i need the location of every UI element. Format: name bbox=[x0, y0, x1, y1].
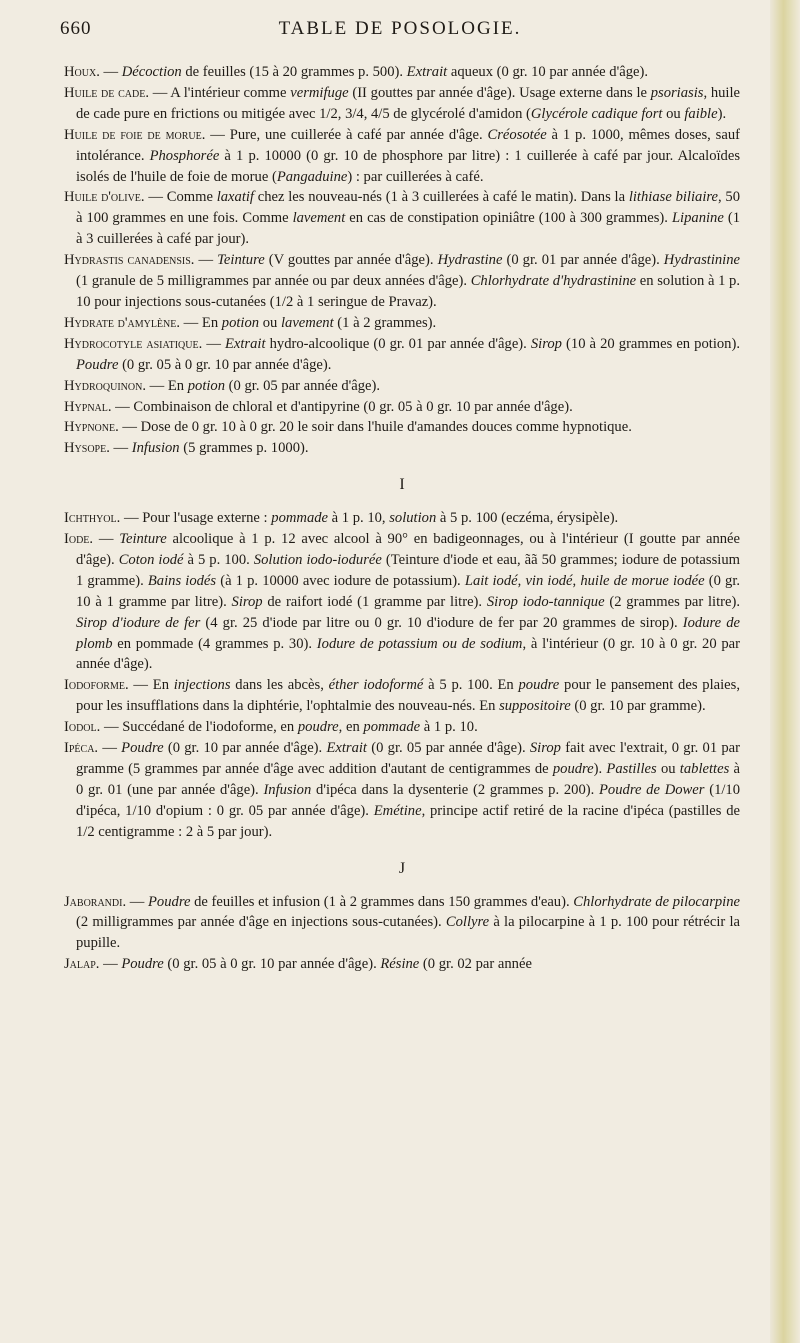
dictionary-entry bbox=[64, 738, 740, 843]
entry-italic-text: Extrait bbox=[224, 335, 266, 352]
entries-h bbox=[64, 62, 740, 459]
entry-italic-text: lavement bbox=[292, 210, 346, 227]
entry-italic-text: Sirop iodo-tannique bbox=[486, 593, 605, 610]
section-heading-j: J bbox=[398, 859, 406, 877]
entry-text: , huile de cade pure en frictions ou mitigée avec 1/2, 3/4, 4/5 de glycérolé d'amidon ( bbox=[76, 84, 740, 122]
entry-italic-text: psoriasis bbox=[650, 84, 704, 101]
entry-term: Ichthyol. bbox=[64, 510, 121, 527]
entry-term: Iodol. bbox=[64, 719, 101, 736]
entry-text: (1 à 2 grammes). bbox=[333, 314, 437, 331]
page-number: 660 bbox=[60, 18, 92, 39]
entry-italic-text: Coton iodé bbox=[118, 551, 184, 568]
entry-text: (0 gr. 02 par année bbox=[419, 956, 532, 973]
entry-italic-text: Pastilles bbox=[606, 761, 657, 777]
entry-text: (II gouttes par année d'âge). Usage externe dans le bbox=[348, 84, 651, 101]
entry-italic-text: Poudre bbox=[121, 956, 164, 973]
entry-italic-text: lavement bbox=[280, 314, 334, 331]
running-title: TABLE DE POSOLOGIE. bbox=[278, 18, 522, 39]
entry-text: dans les abcès, bbox=[230, 677, 329, 694]
entry-text: — bbox=[99, 956, 122, 973]
entry-text: (1 granule de 5 milligrammes par année ou par deux années d'âge). bbox=[76, 273, 471, 290]
entry-text: (0 gr. 05 par année d'âge). bbox=[225, 377, 381, 394]
entry-italic-text: Teinture bbox=[119, 531, 167, 548]
page-body bbox=[64, 62, 740, 975]
entry-italic-text: faible bbox=[684, 105, 718, 122]
entry-italic-text: Créosotée bbox=[487, 126, 547, 143]
entry-text: ou bbox=[656, 761, 680, 777]
entry-italic-text: éther iodoformé bbox=[328, 677, 424, 694]
entry-italic-text: Poudre bbox=[148, 893, 191, 910]
entry-text: à 1 p. 1000, mêmes doses, sauf intolérance. bbox=[76, 126, 740, 164]
entry-italic-text: Chlorhydrate d'hydrastinine bbox=[470, 273, 637, 290]
section-heading-i: I bbox=[399, 476, 405, 494]
dictionary-entry bbox=[64, 397, 740, 418]
dictionary-entry bbox=[64, 250, 740, 313]
entry-text: , à l'intérieur (0 gr. 10 à 0 gr. 20 par année d'âge). bbox=[76, 635, 741, 673]
entry-italic-text: Pangaduine bbox=[276, 168, 348, 185]
entry-text: — Pour l'usage externe : bbox=[120, 510, 272, 527]
entry-term: Ipéca. bbox=[64, 740, 99, 757]
entry-italic-text: Infusion bbox=[131, 440, 180, 457]
entries-i bbox=[64, 508, 740, 843]
entry-italic-text: lithiase biliaire bbox=[628, 189, 718, 206]
dictionary-entry bbox=[64, 438, 740, 459]
entry-text: (Teinture d'iode et eau, ãã 50 grammes; iodure de potassium 1 gramme). bbox=[76, 551, 740, 589]
entry-text: — En bbox=[180, 314, 222, 331]
entry-text: — A l'intérieur comme bbox=[148, 84, 291, 101]
entry-italic-text: Résine bbox=[380, 956, 420, 973]
entry-text: d'ipéca dans la dysenterie (2 grammes p. 200). bbox=[311, 781, 600, 798]
entry-italic-text: huile de morue iodée bbox=[580, 572, 705, 589]
entry-text: hydro-alcoolique (0 gr. 01 par année d'âge). bbox=[265, 335, 531, 352]
dictionary-entry bbox=[64, 313, 740, 334]
entry-term: Hydrastis canadensis. bbox=[64, 252, 195, 269]
entry-text: — En bbox=[145, 377, 188, 394]
entry-text: — bbox=[109, 440, 132, 457]
entry-italic-text: Teinture bbox=[217, 252, 265, 269]
entry-text: (5 grammes p. 1000). bbox=[179, 440, 309, 457]
entry-italic-text: Sirop bbox=[529, 740, 561, 757]
entry-text: (V gouttes par année d'âge). bbox=[264, 252, 438, 269]
entry-text: à 1 p. 10000 (0 gr. 10 de phosphore par litre) : 1 cuillerée à café par jour. Alcaloïdes isolés de l'huile de foie de morue ( bbox=[76, 147, 740, 185]
entry-term: Hydrocotyle asiatique. bbox=[64, 335, 203, 352]
entry-text: (1/10 d'ipéca, 1/10 d'opium : 0 gr. 05 par année d'âge). bbox=[76, 781, 741, 819]
entry-italic-text: Poudre bbox=[76, 356, 119, 373]
entry-text: — bbox=[126, 893, 149, 910]
entry-text: (0 gr. 10 par année d'âge). bbox=[163, 740, 327, 757]
entry-text: — bbox=[202, 335, 225, 352]
entry-text: , principe actif retiré de la racine d'ipéca (pastilles de 1/2 centigramme : 2 à 5 par jour). bbox=[76, 802, 740, 840]
dictionary-entry bbox=[64, 508, 740, 529]
entry-text: (0 gr. 10 par gramme). bbox=[570, 698, 706, 715]
entry-italic-text: Infusion bbox=[263, 781, 312, 798]
entry-text: — En bbox=[128, 677, 174, 694]
entry-text: — bbox=[98, 740, 122, 757]
entry-italic-text: Sirop bbox=[530, 335, 562, 352]
entry-italic-text: solution bbox=[389, 510, 437, 527]
entry-text: , 50 à 100 grammes en une fois. Comme bbox=[76, 189, 741, 227]
entry-italic-text: suppositoire bbox=[499, 698, 571, 715]
entry-italic-text: Chlorhydrate de pilocarpine bbox=[573, 893, 741, 910]
entry-text: ou bbox=[662, 105, 685, 122]
entry-italic-text: potion bbox=[187, 377, 226, 394]
entry-text: , bbox=[517, 572, 526, 589]
entry-text: — bbox=[194, 252, 218, 269]
entry-term: Iode. bbox=[64, 531, 94, 548]
entry-italic-text: Iodure de plomb bbox=[76, 614, 740, 652]
dictionary-entry bbox=[64, 892, 740, 955]
dictionary-entry bbox=[64, 529, 740, 675]
entry-text: à 5 p. 100. bbox=[183, 551, 254, 568]
entry-text: de raifort iodé (1 gramme par litre). bbox=[262, 593, 487, 610]
dictionary-entry bbox=[64, 417, 740, 438]
entry-term: Hydrate d'amylène. bbox=[64, 314, 181, 331]
entry-italic-text: Glycérole cadique fort bbox=[530, 105, 663, 122]
page-header bbox=[60, 18, 740, 48]
dictionary-entry bbox=[64, 334, 740, 376]
entry-text: ou bbox=[259, 314, 281, 331]
entry-text: à 5 p. 100. En bbox=[423, 677, 519, 694]
entry-text: — Combinaison de chloral et d'antipyrine (0 gr. 05 à 0 gr. 10 par année d'âge). bbox=[111, 398, 573, 415]
entry-text: ). bbox=[717, 105, 727, 122]
entry-term: Huile de cade. bbox=[64, 84, 149, 101]
entry-italic-text: Sirop bbox=[231, 593, 263, 610]
dictionary-entry bbox=[64, 376, 740, 397]
entry-term: Jalap. bbox=[64, 956, 100, 973]
dictionary-entry bbox=[64, 187, 740, 250]
entry-italic-text: pommade bbox=[363, 719, 421, 736]
entry-term: Iodoforme. bbox=[64, 677, 129, 694]
entry-text: en cas de constipation opiniâtre (100 à 300 grammes). bbox=[345, 210, 672, 227]
entry-italic-text: Poudre de Dower bbox=[599, 781, 705, 798]
entry-italic-text: pommade bbox=[271, 510, 329, 527]
entry-text: de feuilles et infusion (1 à 2 grammes dans 150 grammes d'eau). bbox=[190, 893, 574, 910]
entry-text: ) : par cuillerées à café. bbox=[347, 168, 484, 185]
entry-text: (10 à 20 grammes en potion). bbox=[561, 335, 740, 352]
entry-italic-text: Extrait bbox=[326, 740, 367, 757]
entry-text: à 0 gr. 01 (une par année d'âge). bbox=[76, 761, 740, 798]
entry-italic-text: laxatif bbox=[216, 189, 254, 206]
entry-italic-text: Poudre bbox=[121, 740, 164, 757]
entry-italic-text: Bains iodés bbox=[147, 572, 217, 589]
entry-text: fait avec l'extrait, 0 gr. 01 par gramme (5 grammes par année d'âge avec addition d'autant de centigrammes de bbox=[76, 740, 741, 777]
entry-italic-text: poudre bbox=[518, 677, 560, 694]
entry-text: à la pilocarpine à 1 p. 100 pour rétrécir la pupille. bbox=[76, 914, 740, 952]
entry-italic-text: Hydrastinine bbox=[663, 252, 741, 269]
entry-text: — Pure, une cuillerée à café par année d'âge. bbox=[205, 126, 488, 143]
entry-text: de feuilles (15 à 20 grammes p. 500). bbox=[181, 64, 407, 80]
entry-italic-text: injections bbox=[173, 677, 231, 694]
entry-text: , en bbox=[338, 719, 364, 736]
entry-italic-text: Iodure de potassium ou de sodium bbox=[316, 635, 523, 652]
entry-text: à 1 p. 10. bbox=[420, 719, 478, 736]
dictionary-entry bbox=[64, 717, 740, 738]
entry-text: (2 milligrammes par année d'âge en injections sous-cutanées). bbox=[76, 914, 446, 931]
entry-text: (0 gr. 01 par année d'âge). bbox=[502, 252, 664, 269]
entry-italic-text: vermifuge bbox=[290, 84, 349, 101]
entry-text: (0 gr. 10 à 1 gramme par litre). bbox=[76, 572, 741, 610]
entry-text: (0 gr. 05 à 0 gr. 10 par année d'âge). bbox=[118, 356, 332, 373]
entry-term: Houx. bbox=[64, 64, 100, 80]
entry-italic-text: poudre bbox=[552, 761, 594, 777]
entry-text: , bbox=[572, 572, 581, 589]
entry-text: pour le pansement des plaies, pour les insufflations dans la diphtérie, l'ophtalmie des nouveau-nés. En bbox=[76, 677, 740, 715]
entry-term: Jaborandi. bbox=[64, 893, 127, 910]
entry-text: en pommade (4 grammes p. 30). bbox=[112, 635, 317, 652]
entry-italic-text: Hydrastine bbox=[437, 252, 503, 269]
dictionary-entry bbox=[64, 954, 740, 975]
entry-text: ). bbox=[593, 761, 607, 777]
entry-italic-text: Décoction bbox=[121, 64, 182, 80]
entry-italic-text: Solution iodo-iodurée bbox=[253, 551, 382, 568]
entry-italic-text: Extrait bbox=[406, 64, 448, 80]
entry-term: Hydroquinon. bbox=[64, 377, 146, 394]
entry-italic-text: poudre bbox=[297, 719, 339, 736]
entry-term: Huile d'olive. bbox=[64, 189, 145, 206]
entry-text: à 5 p. 100 (eczéma, érysipèle). bbox=[436, 510, 619, 527]
entry-term: Huile de foie de morue. bbox=[64, 126, 206, 143]
entry-text: — Succédané de l'iodoforme, en bbox=[100, 719, 298, 736]
dictionary-entry bbox=[64, 675, 740, 717]
entry-term: Hypnone. bbox=[64, 419, 119, 436]
entry-text: à 1 p. 10, bbox=[328, 510, 390, 527]
dictionary-entry bbox=[64, 83, 740, 125]
entry-text: (4 gr. 25 d'iode par litre ou 0 gr. 10 d'iodure de fer par 20 grammes de sirop). bbox=[200, 614, 683, 631]
entry-text: aqueux (0 gr. 10 par année d'âge). bbox=[447, 64, 648, 80]
entry-text: — bbox=[93, 531, 120, 548]
entry-text: (0 gr. 05 par année d'âge). bbox=[367, 740, 530, 757]
entry-text: chez les nouveau-nés (1 à 3 cuillerées à café le matin). Dans la bbox=[253, 189, 629, 206]
entry-text: — Comme bbox=[144, 189, 217, 206]
entry-text: (1 à 3 cuillerées à café par jour). bbox=[76, 210, 741, 248]
entry-italic-text: Lipanine bbox=[671, 210, 724, 227]
entry-italic-text: Sirop d'iodure de fer bbox=[76, 614, 201, 631]
page-edge-shadow bbox=[770, 0, 800, 1343]
entry-italic-text: Emétine bbox=[373, 802, 422, 819]
entry-term: Hysope. bbox=[64, 440, 110, 457]
dictionary-entry bbox=[64, 62, 740, 83]
entries-j bbox=[64, 892, 740, 976]
entry-term: Hypnal. bbox=[64, 398, 112, 415]
entry-text: en solution à 1 p. 10 pour injections sous-cutanées (1/2 à 1 seringue de Pravaz). bbox=[76, 273, 740, 310]
entry-text: — bbox=[99, 64, 122, 80]
entry-text: (à 1 p. 10000 avec iodure de potassium). bbox=[216, 572, 465, 589]
entry-italic-text: potion bbox=[221, 314, 260, 331]
entry-text: (2 grammes par litre). bbox=[604, 593, 741, 610]
entry-italic-text: vin iodé bbox=[525, 572, 573, 589]
entry-italic-text: tablettes bbox=[679, 761, 730, 777]
entry-italic-text: Phosphorée bbox=[149, 147, 220, 164]
entry-italic-text: Lait iodé bbox=[464, 572, 518, 589]
entry-text: (0 gr. 05 à 0 gr. 10 par année d'âge). bbox=[163, 956, 381, 973]
entry-text: alcoolique à 1 p. 12 avec alcool à 90° en badigeonnages, ou à l'intérieur (I goutte par année d'âge). bbox=[76, 531, 740, 568]
entry-italic-text: Collyre bbox=[445, 914, 490, 931]
dictionary-entry bbox=[64, 125, 740, 188]
entry-text: — Dose de 0 gr. 10 à 0 gr. 20 le soir dans l'huile d'amandes douces comme hypnotique. bbox=[118, 419, 632, 436]
